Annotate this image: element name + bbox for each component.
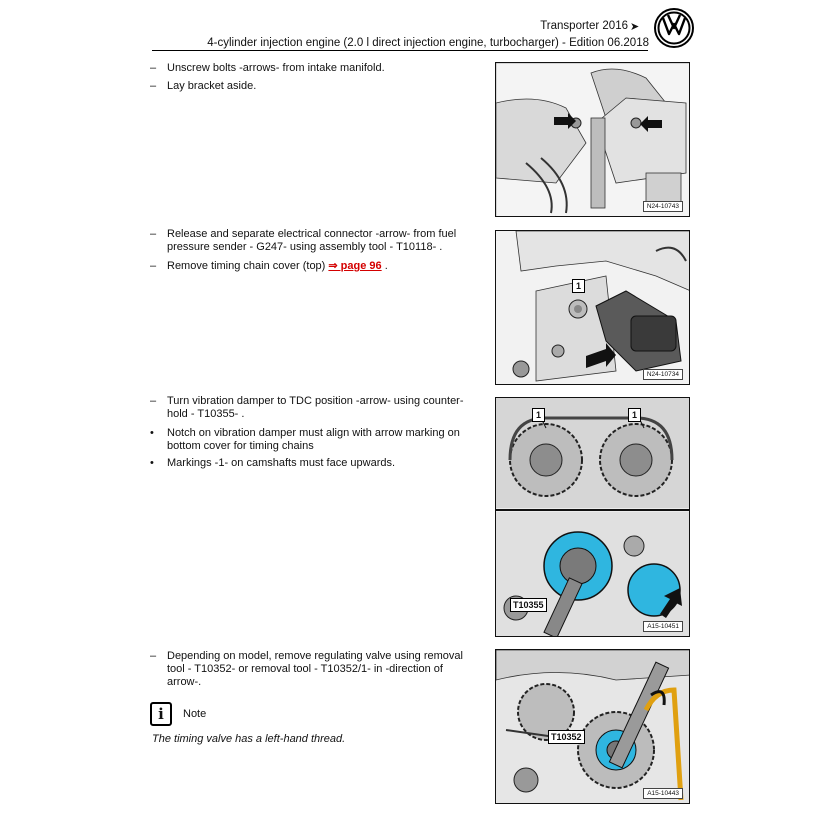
step-text: Notch on vibration damper must align with arrow marking on bottom cover for timing chains — [167, 427, 460, 452]
step-text: Unscrew bolts -arrows- from intake manifold. — [167, 62, 385, 74]
intake-manifold-illustration — [496, 63, 690, 217]
figure-code: N24-10743 — [643, 201, 683, 212]
step-dash: – — [150, 650, 157, 662]
step — [150, 395, 480, 421]
note-text: The timing valve has a left-hand thread. — [152, 733, 346, 745]
tool-label-t10352: T10352 — [548, 730, 585, 744]
figure-intake-manifold — [495, 62, 690, 217]
callout-1: 1 — [572, 279, 585, 293]
step-dash: – — [150, 228, 157, 240]
header-title: Transporter 2016 — [540, 20, 628, 32]
figure-vibration-damper — [495, 397, 690, 637]
next-arrow-icon[interactable]: ➤ — [630, 21, 640, 33]
figure-code: A15-10443 — [643, 788, 683, 799]
step-text: Lay bracket aside. — [167, 80, 257, 92]
step-dash: – — [150, 80, 157, 92]
step — [150, 80, 480, 93]
callout-1-left-camshaft: 1 — [532, 408, 545, 422]
step-text: Turn vibration damper to TDC position -arrow- using counter-hold - T10355- . — [167, 395, 464, 420]
header-divider — [152, 50, 648, 51]
note-info-icon: i — [150, 702, 172, 726]
step-text-before: Remove timing chain cover (top) — [167, 260, 329, 272]
note-label: Note — [183, 708, 207, 720]
connector-illustration — [496, 231, 690, 385]
step — [150, 457, 480, 470]
vw-logo-icon — [654, 8, 694, 48]
step-dash: – — [150, 395, 157, 407]
tool-label-t10355: T10355 — [510, 598, 547, 612]
header-subtitle: 4-cylinder injection engine (2.0 l direct injection engine, turbocharger) - Edition 06.2018 — [207, 37, 649, 49]
step-text: Markings -1- on camshafts must face upwards. — [167, 457, 396, 469]
callout-1-right-camshaft: 1 — [628, 408, 641, 422]
bullet: • — [150, 457, 154, 469]
figure-regulating-valve — [495, 649, 690, 804]
figure-code: N24-10734 — [643, 369, 683, 380]
step — [150, 62, 480, 75]
step — [150, 260, 480, 273]
step — [150, 427, 480, 453]
step-text: Depending on model, remove regulating valve using removal tool - T10352- or removal tool - T10352/1- in -direction of arrow-. — [167, 650, 463, 688]
page-link[interactable]: ⇒ page 96 — [328, 260, 382, 272]
step-dash: – — [150, 260, 157, 272]
step-text — [167, 260, 480, 273]
step-text: Release and separate electrical connector -arrow- from fuel pressure sender - G247- using assembly tool - T10118- . — [167, 228, 457, 253]
regulating-valve-illustration — [496, 650, 690, 804]
step — [150, 650, 480, 689]
figure-fuel-pressure-sender — [495, 230, 690, 385]
bullet: • — [150, 427, 154, 439]
step-text-after: . — [381, 260, 388, 272]
figure-code: A15-10451 — [643, 621, 683, 632]
step — [150, 228, 480, 254]
step-dash: – — [150, 62, 157, 74]
